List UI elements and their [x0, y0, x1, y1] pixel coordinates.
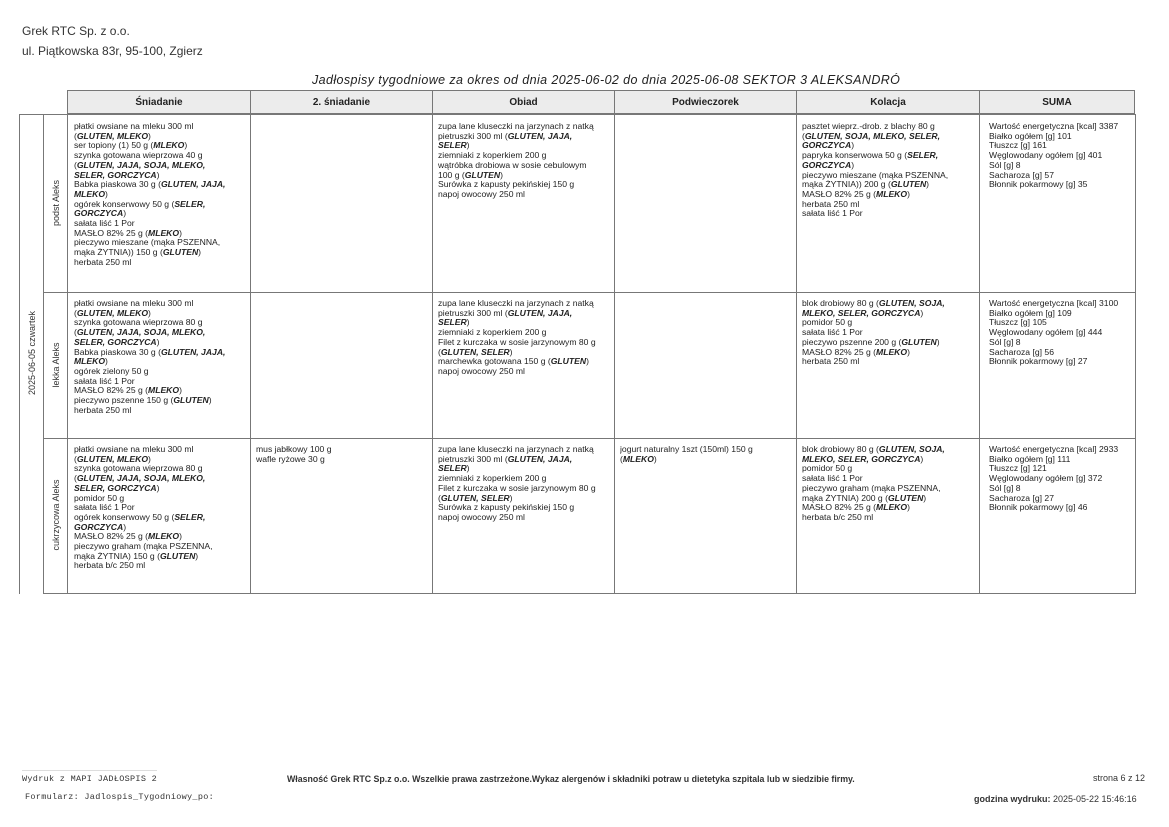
- menu-cell: [620, 299, 792, 436]
- menu-cell: płatki owsiane na mleku 300 ml (GLUTEN, MLEKO) szynka gotowana wieprzowa 80 g (GLUTEN, JAJA, SOJA, MLEKO, SELER, GORCZYCA) Babka piaskowa 30 g (GLUTEN, JAJA, MLEKO) ogórek zielony 50 g sałata liść 1 Por MASŁO 82% 25 g (MLEKO) pieczywo pszenne 150 g (GLUTEN) herbata 250 ml: [74, 299, 226, 415]
- grid-line: [43, 438, 1135, 439]
- menu-cell: jogurt naturalny 1szt (150ml) 150 g (MLEKO): [620, 445, 753, 464]
- footer-copyright: Własność Grek RTC Sp.z o.o. Wszelkie prawa zastrzeżone.Wykaz alergenów i składniki potraw u dietetyka szpitala lub w siedzibie firmy.: [287, 774, 855, 784]
- menu-cell: zupa lane kluseczki na jarzynach z natką pietruszki 300 ml (GLUTEN, JAJA, SELER) ziemniaki z koperkiem 200 g wątróbka drobiowa w sosie cebulowym 100 g (GLUTEN) Surówka z kapusty pekińskiej 150 g napoj owocowy 250 ml: [438, 122, 594, 199]
- page-title: Jadłospisy tygodniowe za okres od dnia 2025-06-02 do dnia 2025-06-08 SEKTOR 3 ALEKSANDRÓ: [312, 73, 901, 87]
- footer-program: Wydruk z MAPI JADŁOSPIS 2: [22, 774, 158, 784]
- grid-line: [19, 114, 20, 594]
- footer-form: Formularz: Jadlospis_Tygodniowy_po:: [25, 792, 215, 802]
- day-date-label: 2025-06-05 czwartek: [27, 310, 37, 396]
- company-name: Grek RTC Sp. z o.o.: [22, 24, 130, 38]
- nutrition-summary: Wartość energetyczna [kcal] 3387 Białko ogółem [g] 101 Tłuszcz [g] 161 Węglowodany ogółem [g] 401 Sól [g] 8 Sacharoza [g] 57 Błonnik pokarmowy [g] 35: [989, 122, 1119, 190]
- diet-label-cukrzycowa: cukrzycowa Aleks: [51, 479, 61, 551]
- grid-line: [43, 593, 1135, 594]
- nutrition-summary: Wartość energetyczna [kcal] 3100 Białko ogółem [g] 109 Tłuszcz [g] 105 Węglowodany ogółem [g] 444 Sól [g] 8 Sacharoza [g] 56 Błonnik pokarmowy [g] 27: [989, 299, 1119, 367]
- menu-cell: [256, 122, 428, 290]
- menu-cell: [620, 122, 792, 290]
- menu-cell: mus jabłkowy 100 g wafle ryżowe 30 g: [256, 445, 332, 464]
- grid-line: [19, 114, 1135, 115]
- diet-label-podst: podst Aleks: [51, 179, 61, 227]
- column-header-lunch: Obiad: [432, 90, 614, 114]
- grid-line: [43, 292, 1135, 293]
- menu-cell: [256, 299, 428, 436]
- column-header-dinner: Kolacja: [796, 90, 979, 114]
- column-header-sum: SUMA: [979, 90, 1135, 114]
- grid-line: [432, 114, 433, 594]
- grid-line: [67, 114, 68, 594]
- grid-line: [979, 114, 980, 594]
- company-address: ul. Piątkowska 83r, 95-100, Zgierz: [22, 44, 203, 58]
- grid-line: [250, 114, 251, 594]
- print-time-label: godzina wydruku:: [974, 794, 1051, 804]
- print-time-value: 2025-05-22 15:46:16: [1053, 794, 1137, 804]
- menu-cell: blok drobiowy 80 g (GLUTEN, SOJA, MLEKO, SELER, GORCZYCA) pomidor 50 g sałata liść 1 Por pieczywo graham (mąka PSZENNA, mąka ŻYTNIA) 200 g (GLUTEN) MASŁO 82% 25 g (MLEKO) herbata b/c 250 ml: [802, 445, 945, 522]
- page-number: strona 6 z 12: [1093, 773, 1146, 783]
- grid-line: [796, 114, 797, 594]
- footer-divider: [22, 770, 157, 771]
- print-time-row: [974, 794, 1137, 804]
- grid-line: [614, 114, 615, 594]
- menu-cell: płatki owsiane na mleku 300 ml (GLUTEN, MLEKO) szynka gotowana wieprzowa 80 g (GLUTEN, JAJA, SOJA, MLEKO, SELER, GORCZYCA) pomidor 50 g sałata liść 1 Por ogórek konserwowy 50 g (SELER, GORCZYCA) MASŁO 82% 25 g (MLEKO) pieczywo graham (mąka PSZENNA, mąka ŻYTNIA) 150 g (GLUTEN) herbata b/c 250 ml: [74, 445, 213, 571]
- menu-cell: zupa lane kluseczki na jarzynach z natką pietruszki 300 ml (GLUTEN, JAJA, SELER) ziemniaki z koperkiem 200 g Filet z kurczaka w sosie jarzynowym 80 g (GLUTEN, SELER) marchewka gotowana 150 g (GLUTEN) napoj owocowy 250 ml: [438, 299, 596, 376]
- grid-line: [1135, 114, 1136, 594]
- grid-line: [43, 114, 44, 594]
- column-header-afternoon-snack: Podwieczorek: [614, 90, 796, 114]
- column-header-second-breakfast: 2. śniadanie: [250, 90, 432, 114]
- menu-cell: pasztet wieprz.-drob. z blachy 80 g (GLUTEN, SOJA, MLEKO, SELER, GORCZYCA) papryka konserwowa 50 g (SELER, GORCZYCA) pieczywo mieszane (mąka PSZENNA, mąka ŻYTNIA)) 200 g (GLUTEN) MASŁO 82% 25 g (MLEKO) herbata 250 ml sałata liść 1 Por: [802, 122, 949, 219]
- diet-label-lekka: lekka Aleks: [51, 342, 61, 388]
- nutrition-summary: Wartość energetyczna [kcal] 2933 Białko ogółem [g] 111 Tłuszcz [g] 121 Węglowodany ogółem [g] 372 Sól [g] 8 Sacharoza [g] 27 Błonnik pokarmowy [g] 46: [989, 445, 1119, 513]
- column-header-breakfast: Śniadanie: [67, 90, 250, 114]
- menu-cell: zupa lane kluseczki na jarzynach z natką pietruszki 300 ml (GLUTEN, JAJA, SELER) ziemniaki z koperkiem 200 g Filet z kurczaka w sosie jarzynowym 80 g (GLUTEN, SELER) Surówka z kapusty pekińskiej 150 g napoj owocowy 250 ml: [438, 445, 596, 522]
- menu-cell: blok drobiowy 80 g (GLUTEN, SOJA, MLEKO, SELER, GORCZYCA) pomidor 50 g sałata liść 1 Por pieczywo pszenne 200 g (GLUTEN) MASŁO 82% 25 g (MLEKO) herbata 250 ml: [802, 299, 945, 367]
- menu-cell: płatki owsiane na mleku 300 ml (GLUTEN, MLEKO) ser topiony (1) 50 g (MLEKO) szynka gotowana wieprzowa 40 g (GLUTEN, JAJA, SOJA, MLEKO, SELER, GORCZYCA) Babka piaskowa 30 g (GLUTEN, JAJA, MLEKO) ogórek konserwowy 50 g (SELER, GORCZYCA) sałata liść 1 Por MASŁO 82% 25 g (MLEKO) pieczywo mieszane (mąka PSZENNA, mąka ŻYTNIA)) 150 g (GLUTEN) herbata 250 ml: [74, 122, 226, 267]
